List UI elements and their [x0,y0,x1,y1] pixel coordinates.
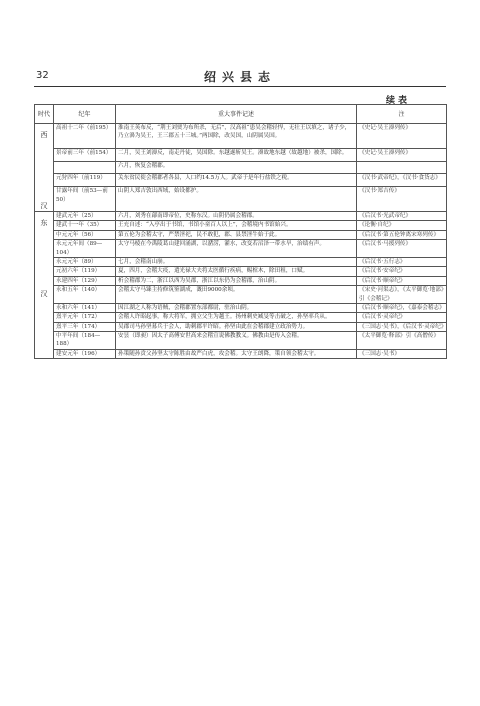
continued-label: 续表 [386,96,411,106]
note-cell: 《后汉书·光武帝纪》 [357,212,447,221]
page-number: 32 [36,70,49,81]
era-cell: 甘露年间（前53—前50） [54,187,116,212]
column-header: 注 [357,105,447,124]
note-cell: 《汉书·郑吉传》 [357,187,447,212]
note-cell: 《三国志·吴书》，《后汉书·灵帝纪》 [357,322,447,331]
note-cell [357,161,447,174]
event-cell: 王充自述：“入亭出于书馆，书馆小童百人以上”，会稽境内书馆始兴。 [116,221,357,230]
column-header: 纪年 [54,105,116,124]
table-row [35,286,447,304]
note-cell: 《后汉书·马援列传》 [357,240,447,258]
event-cell: 因江湖之人称为语贼，会稽郡置东部都尉，驻治山阴。 [116,303,357,312]
era-cell: 元狩四年（前119） [54,174,116,187]
dynasty-cell [35,124,54,212]
table-row [35,349,447,358]
era-cell: 熹平元年（172） [54,313,116,322]
event-cell: 会稽太守马臻主持修筑鉴湖成，溉田9000余顷。 [116,286,357,304]
note-cell: 《后汉书·顺帝纪》 [357,276,447,285]
table-row [35,230,447,239]
era-cell: 建安元年（196） [54,349,116,358]
event-cell: 六月，刘秀在鄗南即帝位，史称东汉。山阴仍属会稽郡。 [116,212,357,221]
dynasty-label: 汉 [40,201,48,210]
table-row [35,313,447,322]
note-cell: 《史记·吴王濞列传》 [357,148,447,161]
table-row [35,221,447,230]
table-header-row [35,105,447,124]
event-cell: 孙策随孙贲父孙坚太守陈胜由故严白虎，攻会稽。太守王朗降，策自领会稽太守。 [116,349,357,358]
table-row [35,303,447,312]
note-cell: 《论衡·自纪》 [357,221,447,230]
column-header: 重大事件记述 [116,105,357,124]
era-cell: 建武元年（25） [54,212,116,221]
table-body [35,124,447,359]
event-cell: 二月，吴王刘濞反，南走丹徒，吴国除。东越遂斩吴王。濞故地东越（故越地）被杀，国除。 [116,148,357,161]
table-row [35,174,447,187]
table-row [35,322,447,331]
event-cell: 六月，恢复会稽郡。 [116,161,357,174]
book-title: 绍兴县志 [203,70,276,84]
event-cell: 关东贫民徙会稽郡者各县，人口约14.5万人。武帝于是年行盐铁之税。 [116,174,357,187]
era-cell: 中元元年（56） [54,230,116,239]
note-cell: 《后汉书·五行志》 [357,257,447,266]
table-row [35,332,447,350]
dynasty-cell [35,212,54,359]
era-cell: 永和六年（141） [54,303,116,312]
dynasty-label: 西 [40,131,48,139]
era-cell: 中平年间（184—188） [54,332,116,350]
event-cell: 太守马棱在今禹陵葛山建回涌湖，以潴涝，灌水，改变若沼泽一带水旱，治绩有声。 [116,240,357,258]
event-cell: 析会稽郡为二，浙江以西为吴郡，浙江以东仍为会稽郡，治山阴。 [116,276,357,285]
table-row [35,276,447,285]
era-cell: 建武十一年（35） [54,221,116,230]
era-cell: 永和五年（140） [54,286,116,304]
table-row [35,148,447,161]
event-cell: 安昙（即昶）因太子高傅安世高来会稽宣说佛教教义。佛教由是传入会稽。 [116,332,357,350]
era-cell: 永元元年（89） [54,257,116,266]
table-row [35,161,447,174]
note-cell: 《后汉书·第五伦钟离宋寒列传》 [357,230,447,239]
era-cell: 高祖十二年（前195） [54,124,116,149]
event-cell: 山阴人郑吉敦出西域，始设都护。 [116,187,357,212]
event-cell: 吴郡司马孙坚募兵于会人，助刺郡平许昭。孙坚由此在会稽郡建立政治势力。 [116,322,357,331]
note-cell: 《宋史·河渠志》，《太平御览·地部》引《会稽记》 [357,286,447,304]
event-cell: 第五伦为会稽太守，严禁淫祀，民不敢犯，郡、县禁淫牛始于此。 [116,230,357,239]
note-cell: 《史记·吴王濞列传》 [357,124,447,149]
table-row [35,267,447,276]
table-row [35,240,447,258]
era-cell: 永元元年间（89—104） [54,240,116,258]
chronology-table [34,104,447,359]
column-header: 时代 [35,105,54,124]
event-cell: 七月，会稽南山崩。 [116,257,357,266]
note-cell: 《太平御览·释部》引《高僧传》 [357,332,447,350]
era-cell: 永建四年（129） [54,276,116,285]
note-cell: 《三国志·吴书》 [357,349,447,358]
dynasty-label: 东 [40,219,48,227]
era-cell: 景帝前三年（前154） [54,148,116,161]
era-cell [54,161,116,174]
table-row [35,257,447,266]
table-row [35,212,447,221]
note-cell: 《后汉书·安帝纪》 [357,267,447,276]
header-rule [34,86,446,87]
event-cell: 淮南王英布反，“荆王刘贾为布所杀，无后”，汉高祖“患吴会稽轻悍，无壮王以填之，诸子少，乃立濞为吴王，王三郡五十三城。”两国除，改吴国，山阴属吴国。 [116,124,357,149]
era-cell: 元初六年（119） [54,267,116,276]
note-cell: 《后汉书·顺帝纪》，《嘉泰会稽志》 [357,303,447,312]
table-row [35,124,447,149]
note-cell: 《后汉书·灵帝纪》 [357,313,447,322]
note-cell: 《汉书·武帝纪》，《汉书·食货志》 [357,174,447,187]
era-cell: 熹平三年（174） [54,322,116,331]
table-row [35,187,447,212]
event-cell: 会稽人许昭起事，称大将军，拥立父生为越王。扬州刺史臧旻等击破之，孙坚率兵从。 [116,313,357,322]
event-cell: 夏，四月，会稽大疫，遣光禄大夫将太医循行疾病，赐棺木，除田租，口赋。 [116,267,357,276]
dynasty-label: 汉 [40,289,48,298]
